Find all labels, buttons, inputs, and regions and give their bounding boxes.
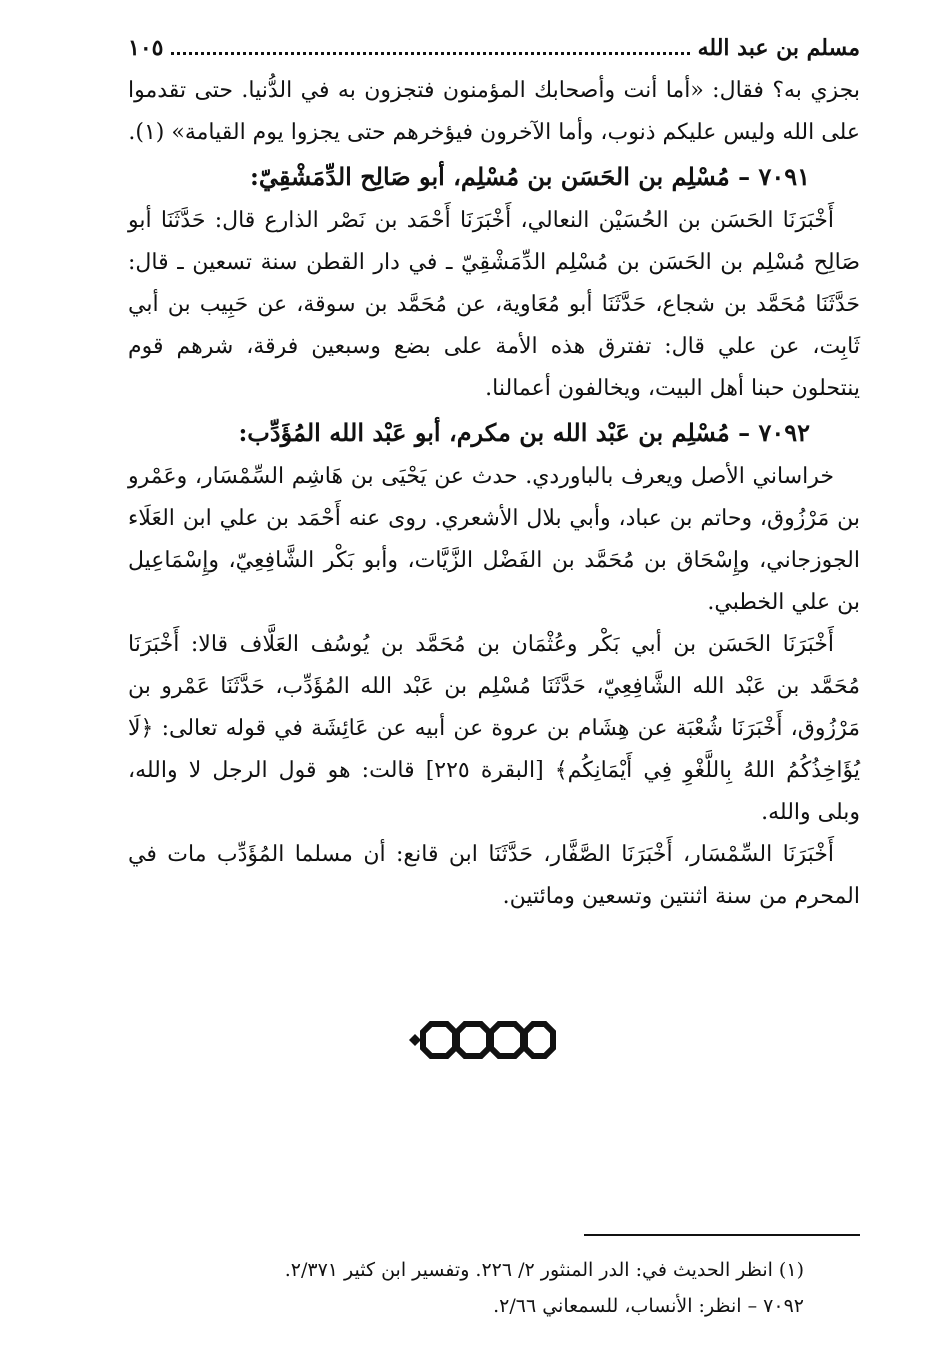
- paragraph-entry-7091: أَخْبَرَنَا الحَسَن بن الحُسَيْن النعالي، أَخْبَرَنَا أَحْمَد بن نَصْر الذارع قال: حَدَّثَنَا أبو صَالِح مُسْلِم بن الحَسَن بن مُسْلِم الدِّمَشْقِيّ ـ في دار القطن سنة تسعين ـ قال: حَدَّثَنَا مُحَمَّد بن شجاع، حَدَّثَنَا أبو مُعَاوية، عن مُحَمَّد بن سوقة، عن حَبِيب بن أبي ثَابِت، عن علي قال: تفترق هذه الأمة على بضع وسبعين فرقة، شرهم قوم ينتحلون حبنا أهل البيت، ويخالفون أعمالنا.: [128, 208, 860, 401]
- page-number: ١٠٥: [128, 35, 164, 61]
- paragraph-entry-7092-bio: خراساني الأصل ويعرف بالباوردي. حدث عن يَحْيَى بن هَاشِم السِّمْسَار، وعَمْرو بن مَرْزُوق، وحاتم بن عباد، وأبي بلال الأشعري. روى عنه أَحْمَد بن علي ابن العَلَاء الجوزجاني، وإِسْحَاق بن مُحَمَّد بن الفَضْل الزَّيَّات، وأبو بَكْر الشَّافِعِيّ، وإِسْمَاعِيل بن علي الخطبي.: [128, 464, 860, 615]
- paragraph-entry-7092-death: أَخْبَرَنَا السِّمْسَار، أَخْبَرَنَا الصَّفَّار، حَدَّثَنَا ابن قانع: أن مسلما المُؤَدِّب مات في المحرم من سنة اثنتين وتسعين ومائتين.: [128, 842, 860, 909]
- paragraph-continuation: بجزي به؟ فقال: «أما أنت وأصحابك المؤمنون فتجزون به في الدُّنيا. حتى تقدموا على الله وليس عليكم ذنوب، وأما الآخرون فيؤخرهم حتى يجزوا يوم القيامة» (١).: [128, 78, 860, 145]
- entry-heading-7092: ٧٠٩٢ – مُسْلِم بن عَبْد الله بن مكرم، أبو عَبْد الله المُؤَدِّب:: [238, 418, 810, 447]
- paragraph-entry-7092-hadith: أَخْبَرَنَا الحَسَن بن أبي بَكْر وعُثْمَان بن مُحَمَّد بن يُوسُف العَلَّاف قالا: أَخْبَرَنَا مُحَمَّد بن عَبْد الله الشَّافِعِيّ، حَدَّثَنَا مُسْلِم بن عَبْد الله المُؤَدِّب، حَدَّثَنَا عَمْرو بن مَرْزُوق، أَخْبَرَنَا شُعْبَة عن هِشَام بن عروة عن أبيه عن عَائِشَة في قوله تعالى: ﴿لَا يُؤَاخِذُكُمُ اللهُ بِاللَّغْوِ فِي أَيْمَانِكُم﴾ [البقرة ٢٢٥] قالت: هو قول الرجل لا والله، وبلى والله.: [128, 632, 860, 825]
- footnotes: [128, 1252, 804, 1324]
- footnote-1: (١) انظر الحديث في: الدر المنثور ٢/ ٢٢٦. وتفسير ابن كثير ٢/٣٧١.: [284, 1259, 804, 1281]
- footnote-2: ٧٠٩٢ – انظر: الأنساب، للسمعاني ٢/٦٦.: [493, 1295, 804, 1317]
- entry-heading-7091: ٧٠٩١ – مُسْلِم بن الحَسَن بن مُسْلِم، أبو صَالِح الدِّمَشْقِيّ:: [249, 162, 810, 191]
- page-body: [128, 70, 860, 918]
- header-dot-leader: [171, 52, 689, 55]
- header-title: مسلم بن عبد الله: [697, 35, 860, 61]
- running-header: [128, 30, 860, 66]
- footnote-separator: [584, 1234, 860, 1236]
- ornament-divider-icon: [407, 1018, 557, 1062]
